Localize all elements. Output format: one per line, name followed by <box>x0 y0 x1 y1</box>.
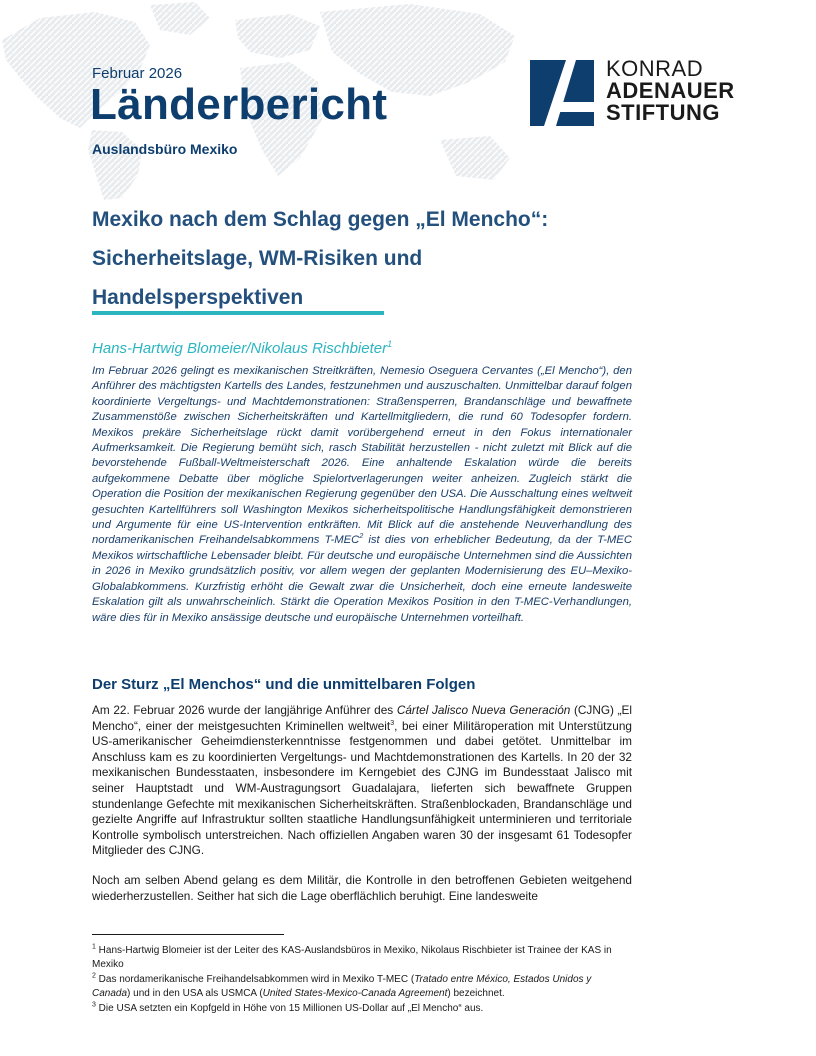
section-heading: Der Sturz „El Menchos“ und die unmittelbaren Folgen <box>92 676 476 693</box>
authors <box>92 339 392 357</box>
footnote-2-text-b: ) und in den USA als USMCA ( <box>127 988 263 999</box>
footnote-separator <box>92 934 284 935</box>
footnote-1-number: 1 <box>92 943 96 951</box>
kas-logo-mark <box>530 60 594 126</box>
abstract-part-1: Im Februar 2026 gelingt es mexikanischen Streitkräften, Nemesio Oseguera Cervantes („El Mencho“), den Anführer des mächtigsten Kartells des Landes, festzunehmen und auszuschalten. Unmittelbar darauf folgen koordinierte Vergeltungs- und Machtdemonstrationen: Straßensperren, Brandanschläge und bewaffnete Zusammenstöße zwischen Sicherheitskräften und Kartellmitgliedern, die rund 60 Todesopfer fordern. Mexikos prekäre Sicherheitslage rückt damit vorübergehend erneut in den Fokus internationaler Aufmerksamkeit. Die Regierung bemüht sich, rasch Stabilität herzustellen - nicht zuletzt mit Blick auf die bevorstehende Fußball-Weltmeisterschaft 2026. Eine anhaltende Eskalation würde die bereits aufgekommene Debatte über mögliche Spielortverlagerungen weiter anheizen. Zugleich stärkt die Operation die Position der mexikanischen Regierung gegenüber den USA. Die Ausschaltung eines weltweit gesuchten Kartellführers soll Washington Mexikos sicherheitspolitische Handlungsfähigkeit demonstrieren und Argumente für eine US-Intervention entkräften. Mit Blick auf die anstehende Neuverhandlung des nordamerikanischen Freihandelsabkommens T-MEC <box>92 365 632 547</box>
report-date: Februar 2026 <box>92 65 183 82</box>
series-title: Länderbericht <box>90 80 388 129</box>
kas-logo <box>530 58 750 128</box>
footnote-2 <box>92 973 632 1001</box>
p1-text-c: , bei einer Militäroperation mit Unterstützung US-amerikanischer Geheimdiensterkenntnisse festgenommen und dabei getötet. Unmittelbar im Anschluss kam es zu koordinierten Vergeltungs- und Machtdemonstrationen des Kartells. In 20 der 32 mexikanischen Bundesstaaten, insbesondere im Kerngebiet des CJNG im Bundesstaat Jalisco mit seiner Hauptstadt und WM-Austragungsort Guadalajara, lieferten sich bewaffnete Gruppen stundenlange Gefechte mit mexikanischen Sicherheitskräften. Straßenblockaden, Brandanschläge und gezielte Angriffe auf Infrastruktur sollten staatliche Handlungsunfähigkeit unterminieren und territoriale Kontrolle symbolisch unterstreichen. Nach offiziellen Angaben waren 30 der insgesamt 61 Todesopfer Mitglieder des CJNG. <box>92 718 632 858</box>
footnote-2-number: 2 <box>92 972 96 980</box>
logo-text-stiftung: STIFTUNG <box>606 100 720 125</box>
logo-text-konrad: KONRAD <box>606 56 704 81</box>
body-paragraph-2: Noch am selben Abend gelang es dem Militär, die Kontrolle in den betroffenen Gebieten weitgehend wiederherzustellen. Seither hat sich die Lage oberflächlich beruhigt. Eine landesweite <box>92 873 632 903</box>
footnote-1 <box>92 944 632 972</box>
p1-footnote-ref-3: 3 <box>390 719 395 727</box>
footnote-3-text: Die USA setzten ein Kopfgeld in Höhe von 15 Millionen US-Dollar auf „El Mencho“ aus. <box>95 1003 484 1014</box>
map-europe <box>235 14 320 58</box>
footnote-2-english-name: United States-Mexico-Canada Agreement <box>262 988 448 999</box>
footnote-2-text-c: ) bezeichnet. <box>447 988 505 999</box>
abstract <box>92 364 632 626</box>
office-name: Auslandsbüro Mexiko <box>92 141 238 157</box>
p1-cartel-name: Cártel Jalisco Nueva Generación <box>396 703 571 717</box>
document-title <box>92 200 652 317</box>
map-greenland <box>150 2 210 35</box>
abstract-footnote-ref-2: 2 <box>359 533 364 541</box>
authors-names: Hans-Hartwig Blomeier/Nikolaus Rischbieter <box>92 340 388 357</box>
p1-text-a: Am 22. Februar 2026 wurde der langjährige Anführer des <box>92 703 397 717</box>
title-line-2: Sicherheitslage, WM-Risiken und <box>92 247 423 270</box>
abstract-part-2: ist dies von erheblicher Bedeutung, da der T-MEC Mexikos wirtschaftliche Lebensader bleibt. Für deutsche und europäische Unternehmen sind die Aussichten in 2026 in Mexiko grundsätzlich positiv, vor allem wegen der geplanten Modernisierung des EU–Mexiko-Globalabkommens. Kurzfristig erhöht die Gewalt zwar die Unsicherheit, doch eine erneute landesweite Eskalation gilt als unwahrscheinlich. Stärkt die Operation Mexikos Position in den T-MEC-Verhandlungen, wäre dies für in Mexiko ansässige deutsche und europäische Unternehmen vorteilhaft. <box>92 534 632 624</box>
title-accent-rule <box>92 311 384 315</box>
footnote-1-text: Hans-Hartwig Blomeier ist der Leiter des KAS-Auslandsbüros in Mexiko, Nikolaus Rischbieter ist Trainee der KAS in Mexiko <box>92 945 612 970</box>
title-line-1: Mexiko nach dem Schlag gegen „El Mencho“: <box>92 208 549 231</box>
title-line-3: Handelsperspektiven <box>92 286 304 309</box>
authors-footnote-ref: 1 <box>387 339 393 349</box>
footnote-3 <box>92 1002 632 1016</box>
logo-text-adenauer: ADENAUER <box>606 78 735 103</box>
footnote-2-text-a: Das nordamerikanische Freihandelsabkommen wird in Mexiko T-MEC ( <box>95 974 415 985</box>
footnote-3-number: 3 <box>92 1001 96 1009</box>
body-paragraph-1 <box>92 703 632 859</box>
footnotes <box>92 944 632 1017</box>
p1-text-b: (CJNG) „El Mencho“, einer der meistgesuchten Kriminellen weltweit <box>92 703 633 733</box>
map-australia <box>440 136 510 180</box>
footnote-2-spanish-name: Tratado entre México, Estados Unidos y Canada <box>92 974 592 999</box>
